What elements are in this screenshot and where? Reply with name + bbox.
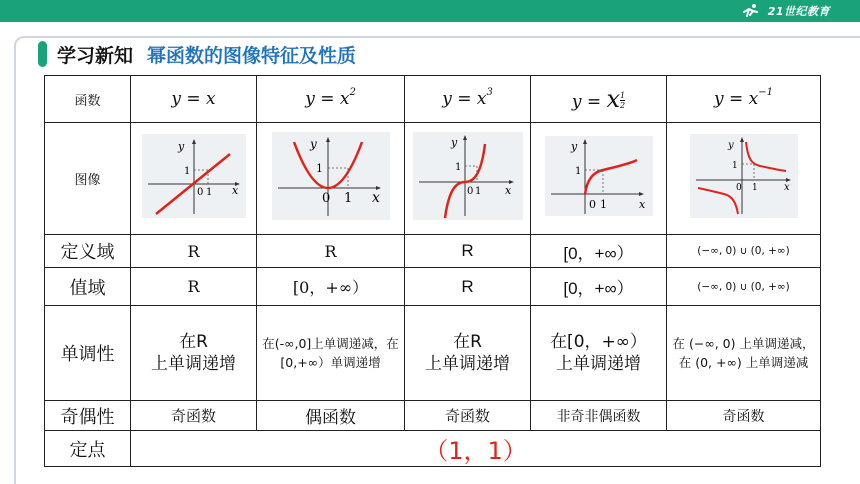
graph-y-equals-x-inverse [690, 134, 798, 218]
function-2: $y = x^2$ [257, 76, 405, 123]
svg-text:x: x [231, 184, 238, 197]
svg-text:1: 1 [574, 166, 581, 177]
row-header-function: 函数 [45, 76, 131, 123]
section-header [38, 40, 356, 68]
runner-icon [740, 3, 762, 19]
svg-text:1: 1 [454, 162, 461, 173]
graph-3 [405, 123, 531, 235]
svg-text:0: 0 [196, 187, 203, 198]
svg-text:1: 1 [183, 166, 190, 177]
svg-text:x: x [504, 184, 511, 197]
row-header-monotonicity: 单调性 [45, 306, 131, 401]
domain-4: [0，+∞） [531, 235, 667, 268]
parity-2: 偶函数 [257, 401, 405, 431]
top-bar [0, 0, 860, 22]
row-function [45, 76, 821, 123]
domain-5: (−∞, 0) ∪ (0, +∞) [667, 235, 821, 268]
graph-y-equals-x [142, 134, 246, 218]
svg-text:1: 1 [205, 187, 212, 198]
svg-text:0: 0 [735, 183, 742, 193]
svg-text:y: y [727, 140, 734, 151]
section-title: 学习新知 [57, 44, 134, 67]
svg-text:0: 0 [588, 198, 596, 211]
graph-2 [257, 123, 405, 235]
range-2: [0，+∞） [257, 268, 405, 306]
function-5: $y = x^{-1}$ [667, 76, 821, 123]
row-fixed-point [45, 431, 821, 467]
row-header-fixed-point: 定点 [45, 431, 131, 467]
svg-text:0: 0 [321, 191, 330, 206]
svg-text:1: 1 [315, 162, 323, 175]
row-parity [45, 401, 821, 431]
function-1: y = x [131, 76, 257, 123]
monotonicity-2: 在(-∞,0]上单调递减，在[0,+∞）单调递增 [257, 306, 405, 401]
monotonicity-5: 在 (−∞, 0) 上单调递减，在 (0, +∞) 上单调递减 [667, 306, 821, 401]
svg-text:y: y [570, 140, 577, 153]
section-marker [38, 41, 47, 67]
monotonicity-1: 在R 上单调递增 [131, 306, 257, 401]
logo [740, 1, 830, 21]
svg-text:y: y [450, 136, 457, 149]
parity-4: 非奇非偶函数 [531, 401, 667, 431]
svg-text:1: 1 [731, 161, 738, 171]
graph-y-equals-sqrt-x [545, 136, 653, 216]
section-subtitle: 幂函数的图像特征及性质 [147, 44, 357, 67]
parity-5: 奇函数 [667, 401, 821, 431]
svg-text:x: x [371, 190, 380, 206]
row-domain [45, 235, 821, 268]
range-1: R [131, 268, 257, 306]
fixed-point-value: （1，1） [131, 431, 821, 467]
row-header-range: 值域 [45, 268, 131, 306]
graph-y-equals-x-squared [272, 132, 390, 220]
range-4: [0，+∞） [531, 268, 667, 306]
svg-text:1: 1 [599, 198, 607, 211]
range-3: R [405, 268, 531, 306]
row-header-graph: 图像 [45, 123, 131, 235]
graph-1 [131, 123, 257, 235]
domain-2: R [257, 235, 405, 268]
svg-text:y: y [177, 140, 184, 153]
row-header-domain: 定义域 [45, 235, 131, 268]
svg-text:1: 1 [474, 186, 481, 197]
domain-1: R [131, 235, 257, 268]
monotonicity-3: 在R 上单调递增 [405, 306, 531, 401]
monotonicity-4: 在[0，+∞） 上单调递增 [531, 306, 667, 401]
graph-y-equals-x-cubed [413, 132, 523, 220]
parity-3: 奇函数 [405, 401, 531, 431]
graph-5 [667, 123, 821, 235]
row-graph [45, 123, 821, 235]
parity-1: 奇函数 [131, 401, 257, 431]
row-header-parity: 奇偶性 [45, 401, 131, 431]
svg-text:1: 1 [751, 183, 758, 193]
function-4: y = x $\frac{1}{2}$ [531, 76, 667, 123]
logo-text: 21世纪教育 [767, 5, 830, 18]
svg-text:x: x [783, 182, 790, 193]
function-3: $y = x^3$ [405, 76, 531, 123]
power-function-table [44, 75, 821, 467]
svg-text:1: 1 [343, 191, 352, 206]
svg-text:y: y [309, 137, 317, 151]
svg-text:0: 0 [466, 186, 473, 197]
domain-3: R [405, 235, 531, 268]
row-range [45, 268, 821, 306]
graph-4 [531, 123, 667, 235]
svg-text:x: x [638, 198, 645, 211]
range-5: (−∞, 0) ∪ (0, +∞) [667, 268, 821, 306]
row-monotonicity [45, 306, 821, 401]
